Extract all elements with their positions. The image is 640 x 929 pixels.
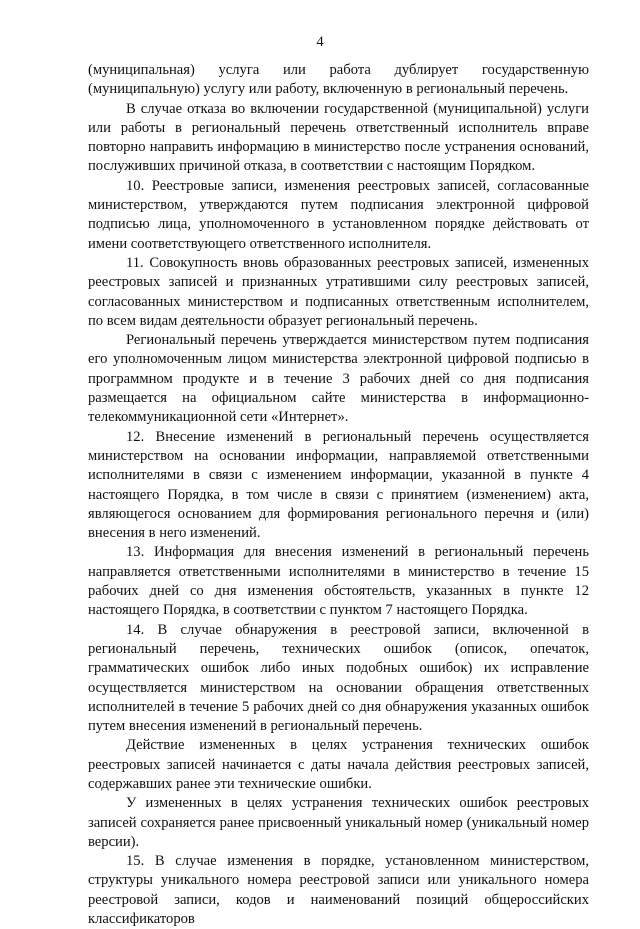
paragraph-unique-number: У измененных в целях устранения технических ошибок реестровых записей сохраняется ранее присвоенный уникальный номер (уникальный номер версии). (88, 795, 589, 850)
paragraph-clause-15: 15. В случае изменения в порядке, установленном министерством, структуры уникального номера реестровой записи или уникального номера реестровой записи, кодов и наименований позиций общероссийских классификаторов (88, 853, 589, 928)
paragraph-regional-list-approval: Региональный перечень утверждается министерством путем подписания его уполномоченным лицом министерства электронной цифровой подписью в программном продукте и в течение 3 рабочих дней со дня подписания размещается на официальном сайте министерства в информационно-телекоммуникационной сети «Интернет». (88, 332, 589, 426)
paragraph-clause-11: 11. Совокупность вновь образованных реестровых записей, измененных реестровых записей и признанных утратившими силу реестровых записей, согласованных министерством и подписанных ответственным исполнителем, по всем видам деятельности образует региональный перечень. (88, 254, 589, 329)
paragraph-corrections-effect: Действие измененных в целях устранения технических ошибок реестровых записей начинается с даты начала действия реестровых записей, содержавших ранее эти технические ошибки. (88, 737, 589, 792)
document-body (88, 61, 589, 929)
paragraph-clause-10: 10. Реестровые записи, изменения реестровых записей, согласованные министерством, утверждаются путем подписания электронной цифровой подписью лица, уполномоченного в установленном порядке действовать от имени соответствующего ответственного исполнителя. (88, 177, 589, 252)
paragraph-continuation: (муниципальная) услуга или работа дублирует государственную (муниципальную) услугу или работу, включенную в региональный перечень. (88, 62, 589, 98)
paragraph-clause-12: 12. Внесение изменений в региональный перечень осуществляется министерством на основании информации, направляемой ответственными исполнителями в связи с изменением информации, указанной в пункте 4 настоящего Порядка, в том числе в связи с принятием (изменением) акта, являющегося основанием для формирования регионального перечня и (или) внесения в него изменений. (88, 428, 589, 542)
paragraph-clause-13: 13. Информация для внесения изменений в региональный перечень направляется ответственными исполнителями в министерство в течение 15 рабочих дней со дня изменения обстоятельств, указанных в пункте 12 настоящего Порядка, в соответствии с пунктом 7 настоящего Порядка. (88, 544, 589, 619)
paragraph-clause-14: 14. В случае обнаружения в реестровой записи, включенной в региональный перечень, технических ошибок (описок, опечаток, грамматических ошибок либо иных подобных ошибок) их исправление осуществляется министерством на основании обращения ответственных исполнителей в течение 5 рабочих дней со дня обнаружения указанных ошибок путем внесения изменений в региональный перечень. (88, 621, 589, 735)
page-number: 4 (316, 34, 324, 50)
paragraph-refusal: В случае отказа во включении государственной (муниципальной) услуги или работы в региональный перечень ответственный исполнитель вправе повторно направить информацию в министерство после устранения оснований, послуживших причиной отказа, в соответствии с настоящим Порядком. (88, 100, 589, 175)
